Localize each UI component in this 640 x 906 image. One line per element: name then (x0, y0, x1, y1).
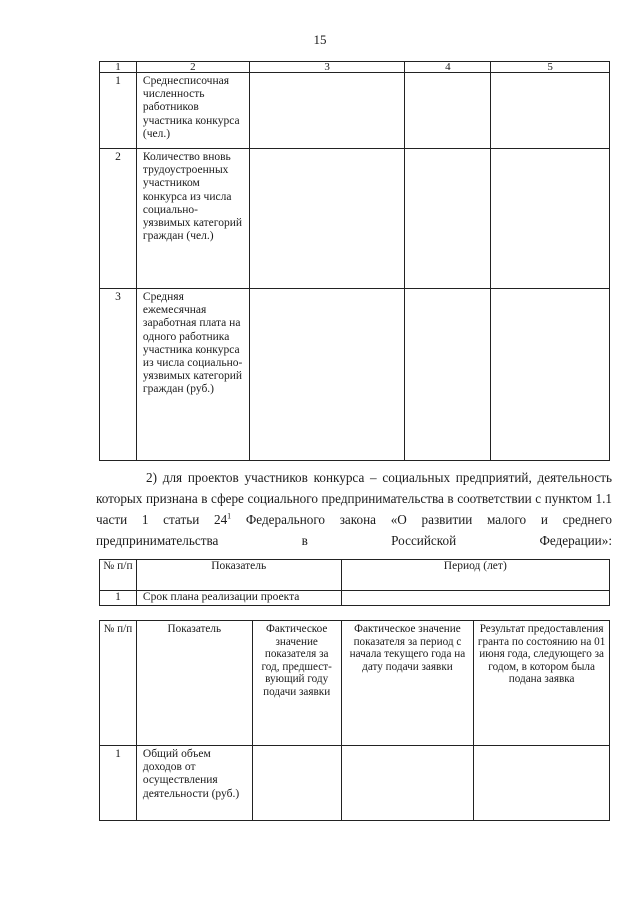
empty-cell (405, 149, 491, 289)
header-cell-indicator: Показатель (136, 560, 341, 591)
body-paragraph (96, 467, 612, 551)
row-number: 2 (100, 149, 137, 289)
paragraph-text: 2) для проектов участников конкурса – социальных предприятий, деятельность которых признана в сфере социального предпринимательства в соответствии с пунктом 1.1 части 1 статьи 24 (96, 470, 612, 527)
empty-cell (491, 73, 610, 149)
income-table (99, 620, 610, 821)
header-cell: 5 (491, 62, 610, 73)
row-label: Общий объем доходов от осуществления деятельности (руб.) (136, 746, 252, 821)
table-header-row (100, 62, 610, 73)
header-cell: 2 (136, 62, 249, 73)
table-row (100, 289, 610, 461)
header-cell-period: Период (лет) (341, 560, 609, 591)
empty-cell (405, 73, 491, 149)
header-cell-num: № п/п (100, 560, 137, 591)
header-cell-indicator: Показатель (136, 621, 252, 746)
table-header-row (100, 621, 610, 746)
row-label: Средняя ежемесячная заработная плата на одного работника участника конкурса из числа социально-уязвимых категорий граждан (руб.) (136, 289, 249, 461)
empty-cell (341, 746, 474, 821)
empty-cell (474, 746, 610, 821)
header-cell: 3 (249, 62, 405, 73)
row-number: 1 (100, 591, 137, 606)
header-cell-previous-year: Фактическое значение показателя за год, предшест-вующий году подачи заявки (252, 621, 341, 746)
table-header-row (100, 560, 610, 591)
empty-cell (249, 289, 405, 461)
empty-cell (252, 746, 341, 821)
table-row (100, 149, 610, 289)
empty-cell (249, 149, 405, 289)
table-row (100, 746, 610, 821)
indicators-table (99, 61, 610, 461)
paragraph-text-tail: Федерального закона «О развитии малого и среднего предпринимательства в Российской Федерации»: (96, 512, 612, 548)
empty-cell (405, 289, 491, 461)
empty-cell (341, 591, 609, 606)
page-number: 15 (313, 32, 327, 47)
row-label: Срок плана реализации проекта (136, 591, 341, 606)
table-row (100, 73, 610, 149)
header-cell: 1 (100, 62, 137, 73)
empty-cell (491, 149, 610, 289)
row-number: 1 (100, 73, 137, 149)
empty-cell (491, 289, 610, 461)
row-number: 1 (100, 746, 137, 821)
paragraph-superscript: 1 (227, 511, 232, 521)
row-label: Количество вновь трудоустроенных участником конкурса из числа социально-уязвимых категорий граждан (чел.) (136, 149, 249, 289)
header-cell-grant-result: Результат предоставления гранта по состоянию на 01 июня года, следующего за годом, в котором была подана заявка (474, 621, 610, 746)
header-cell: 4 (405, 62, 491, 73)
period-table (99, 559, 610, 606)
row-label: Среднесписочная численность работников участника конкурса (чел.) (136, 73, 249, 149)
row-number: 3 (100, 289, 137, 461)
header-cell-num: № п/п (100, 621, 137, 746)
empty-cell (249, 73, 405, 149)
header-cell-current-period: Фактическое значение показателя за период с начала текущего года на дату подачи заявки (341, 621, 474, 746)
table-row (100, 591, 610, 606)
